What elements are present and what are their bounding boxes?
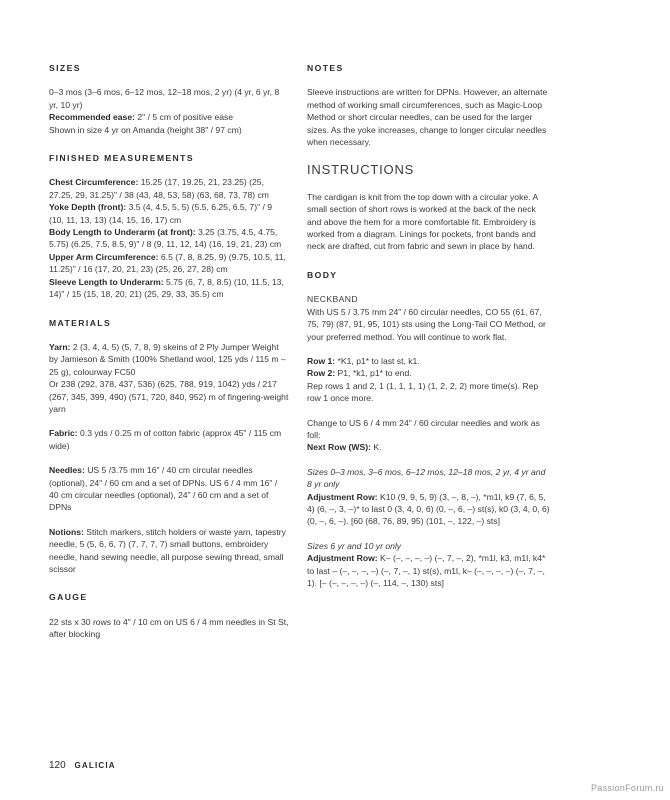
- pattern-title: GALICIA: [74, 761, 116, 770]
- sizes-group-a: Sizes 0–3 mos, 3–6 mos, 6–12 mos, 12–18 mos, 2 yr, 4 yr and 8 yr only: [307, 466, 546, 490]
- measurement-label: Body Length to Underarm (at front):: [49, 227, 196, 238]
- needles-value: US 5 /3.75 mm 16" / 40 cm circular needles (optional), 24" / 60 cm and a set of DPNs. US 6 / 4 mm 16" / 40 cm circular needles (optional), 24" / 60 cm and a set of DPNs: [49, 465, 278, 513]
- finished-measurements-section: [49, 152, 289, 300]
- row-label: Next Row (WS):: [307, 442, 371, 453]
- instructions-text: The cardigan is knit from the top down with a circular yoke. A small section of short rows is worked at the back of the neck and above the hem for a more comfortable fit. Embroidery is worked from a diagram. Linings for pockets, front bands and neck are drafted, cut from fabric and sewn in place by hand.: [307, 191, 538, 252]
- row-value: K– (–, –, –, –) (–, 7, –, 2), *m1l, k3, m1l, k4* to last – (–, –, –, –) (–, 7, –, 1) st(s), m1l, k– (–, –, –, –) (–, 7, –, 1). [– (–, –, –, –) (–, 114, –, 130) sts]: [307, 553, 546, 588]
- fabric-info: [49, 427, 289, 452]
- row-label: Row 1:: [307, 355, 336, 366]
- watermark: PassionForum.ru: [590, 782, 664, 793]
- fabric-label: Fabric:: [49, 428, 78, 439]
- yarn-alternative: Or 238 (292, 378, 437, 536) (625, 788, 919, 1042) yds / 217 (267, 345, 399, 490) (571, 720, 840, 952) m of fingering-weight yarn: [49, 379, 289, 414]
- notions-info: [49, 526, 289, 576]
- fabric-value: 0.3 yds / 0.25 m of cotton fabric (approx 45" / 115 cm wide): [49, 428, 282, 451]
- instructions-section: [307, 164, 552, 252]
- row-value: *K1, p1* to last st, k1.: [335, 355, 420, 366]
- measurement-chest: [49, 176, 289, 201]
- neckband-text: With US 5 / 3.75 mm 24" / 60 circular needles, CO 55 (61, 67, 75, 79) (87, 91, 95, 101) sts using the Long-Tail CO Method, or your preferred method. You will continue to work flat.: [307, 306, 546, 342]
- row-2: [307, 367, 552, 379]
- notes-text: Sleeve instructions are written for DPNs. However, an alternate method of working small circumferences, such as Magic-Loop Method or short circular needles, can be used for the larger sizes. As the yoke increases, change to longer circular needles when necessary.: [307, 87, 548, 148]
- adjustment-row-a: [307, 491, 552, 528]
- adjustment-row-b: [307, 552, 552, 589]
- row-value: P1, *k1, p1* to end.: [335, 368, 412, 379]
- right-column: [307, 62, 552, 605]
- sizes-group-b: Sizes 6 yr and 10 yr only: [307, 540, 402, 551]
- measurement-label: Chest Circumference:: [49, 177, 139, 188]
- recommended-ease: [49, 111, 289, 123]
- yarn-info: [49, 341, 289, 378]
- sizes-section: [49, 62, 289, 136]
- body-section: [307, 269, 552, 590]
- notes-section: [307, 62, 552, 148]
- gauge-text: 22 sts x 30 rows to 4" / 10 cm on US 6 / 4 mm needles in St St, after blocking: [49, 616, 289, 640]
- measurement-value: 15.25 (17, 19.25, 21, 23.25) (25, 27.25, 29, 31.25)" / 38 (43, 48, 53, 58) (63, 68, 73, 78) cm: [49, 177, 269, 200]
- measurement-sleeve: [49, 276, 289, 301]
- notes-heading: NOTES: [307, 63, 344, 73]
- row-label: Row 2:: [307, 368, 336, 379]
- measurement-value: 3.25 (3.75, 4.5, 4.75, 5.75) (6.25, 7.5, 8.5, 9)" / 8 (9, 11, 12, 14) (16, 19, 21, 23) cm: [49, 227, 282, 250]
- row-label: Adjustment Row:: [307, 491, 378, 502]
- neckband-label: NECKBAND: [307, 294, 358, 305]
- needles-info: [49, 464, 289, 514]
- gauge-heading: GAUGE: [49, 592, 88, 603]
- page-footer: [49, 760, 116, 772]
- measurement-upper-arm: [49, 251, 289, 276]
- notions-value: Stitch markers, stitch holders or waste yarn, tapestry needle, 5 (5, 6, 6, 7) (7, 7, 7, 7) small buttons, embroidery needle, hand sewing needle, all purpose sewing thread, small scissor: [49, 526, 286, 574]
- materials-heading: MATERIALS: [49, 317, 112, 328]
- shown-size: Shown in size 4 yr on Amanda (height 38" / 97 cm): [49, 124, 242, 135]
- yarn-value: 2 (3, 4, 4, 5) (5, 7, 8, 9) skeins of 2 Ply Jumper Weight by Jamieson & Smith (100% Shetland wool, 125 yds / 115 m – 25 g), colourway FC50: [49, 341, 286, 377]
- needles-label: Needles:: [49, 465, 85, 476]
- sizes-heading: SIZES: [49, 63, 81, 73]
- row-label: Adjustment Row:: [307, 553, 378, 564]
- measurement-label: Sleeve Length to Underarm:: [49, 276, 164, 287]
- row-value: K10 (9, 9, 5, 9) (3, –, 8, –), *m1l, k9 (7, 6, 5, 4) (6, –, 3, –)* to last 0 (3, 4, 0, 6) (0, –, 6, –) st(s), k0 (3, 4, 0, 6) (0, –, 6, –). [60 (68, 76, 89, 95) (101, –, 122, –) sts]: [307, 491, 550, 527]
- measurement-body-length: [49, 226, 289, 251]
- row-1: [307, 355, 552, 367]
- gauge-section: [49, 591, 289, 640]
- instructions-heading: INSTRUCTIONS: [307, 162, 415, 178]
- measurement-value: 3.5 (4, 4.5, 5, 5) (5.5, 6.25, 6.5, 7)" / 9 (10, 11, 13, 13) (14, 15, 16, 17) cm: [49, 202, 273, 225]
- page-number: 120: [49, 760, 66, 771]
- sizes-list: 0–3 mos (3–6 mos, 6–12 mos, 12–18 mos, 2 yr) (4 yr, 6 yr, 8 yr, 10 yr): [49, 87, 280, 110]
- finished-heading: FINISHED MEASUREMENTS: [49, 153, 194, 164]
- change-needles-text: Change to US 6 / 4 mm 24" / 60 circular needles and work as foll:: [307, 417, 540, 440]
- ease-label: Recommended ease:: [49, 112, 135, 123]
- repeat-text: Rep rows 1 and 2, 1 (1, 1, 1, 1) (1, 2, 2, 2) more time(s). Rep row 1 once more.: [307, 380, 539, 404]
- yarn-label: Yarn:: [49, 341, 71, 352]
- row-value: K.: [370, 442, 382, 453]
- ease-value: 2" / 5 cm of positive ease: [134, 112, 234, 123]
- body-heading: BODY: [307, 269, 338, 280]
- materials-section: [49, 317, 289, 576]
- left-column: [49, 62, 289, 657]
- measurement-label: Yoke Depth (front):: [49, 202, 127, 213]
- measurement-value: 5.75 (6, 7, 8, 8.5) (10, 11.5, 13, 14)" / 15 (15, 18, 20, 21) (25, 29, 33, 35.5) cm: [49, 276, 284, 300]
- notions-label: Notions:: [49, 526, 84, 537]
- next-row: [307, 441, 552, 453]
- measurement-label: Upper Arm Circumference:: [49, 251, 159, 262]
- measurement-yoke: [49, 201, 289, 226]
- measurement-value: 6.5 (7, 8, 8.25, 9) (9.75, 10.5, 11, 11.25)" / 16 (17, 20, 21, 23) (25, 26, 27, 28) cm: [49, 251, 286, 275]
